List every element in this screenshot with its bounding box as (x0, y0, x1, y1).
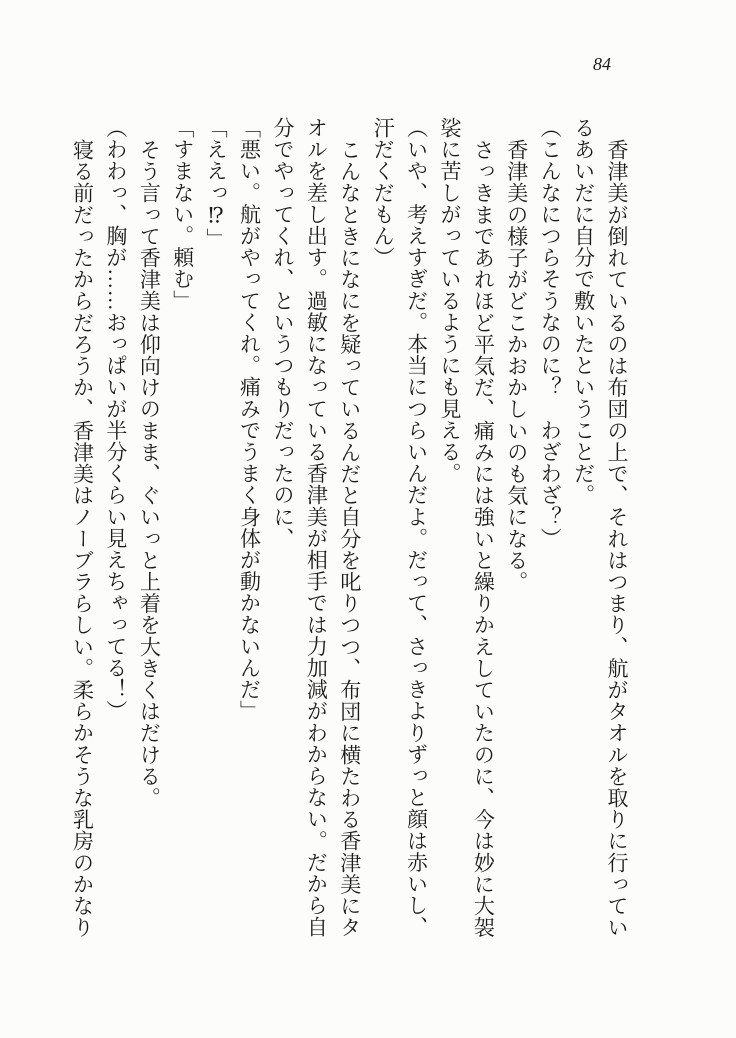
text-line: 「すまない。頼む」 (170, 117, 195, 312)
page-number: 84 (593, 54, 611, 74)
text-line: こんなときになにを疑っているんだと自分を叱りつつ、布団に横たわる香津美にタ (337, 138, 362, 938)
body-text (65, 117, 633, 943)
text-line: 裟に苦しがっているようにも見える。 (437, 117, 462, 485)
text-line: 「ええっ⁉」 (204, 117, 229, 250)
text-line: （いや、考えすぎだ。本当につらいんだよ。だって、さっきよりずっと顔は赤いし、 (404, 117, 429, 938)
text-line: 「悪い。航がやってくれ。痛みでうまく身体が動かないんだ」 (237, 117, 262, 722)
text-line: さっきまであれほど平気だ、痛みには強いと繰りかえしていたのに、今は妙に大袈 (471, 138, 496, 938)
text-line: 分でやってくれ、というつもりだったのに、 (270, 117, 295, 549)
text-line: そう言って香津美は仰向けのまま、ぐいっと上着を大きくはだける。 (137, 138, 162, 809)
text-line: （こんなにつらそうなのに？ わざわざ？） (538, 117, 563, 549)
text-line: （わわっ、胸が……おっぱいが半分くらい見えちゃってる！） (103, 117, 128, 722)
text-line: るあいだに自分で敷いたということだ。 (571, 117, 596, 506)
text-line: オルを差し出す。過敏になっている香津美が相手では力加減がわからない。だから自 (304, 117, 329, 938)
text-line: 香津美が倒れているのは布団の上で、それはつまり、航がタオルを取りに行ってい (605, 138, 629, 938)
text-line: 香津美の様子がどこかおかしいのも気になる。 (504, 138, 529, 593)
text-line: 寝る前だったからだろうか、香津美はノーブラらしい。柔らかそうな乳房のかなり (70, 138, 95, 938)
text-line: 汗だくだもん） (371, 117, 396, 269)
